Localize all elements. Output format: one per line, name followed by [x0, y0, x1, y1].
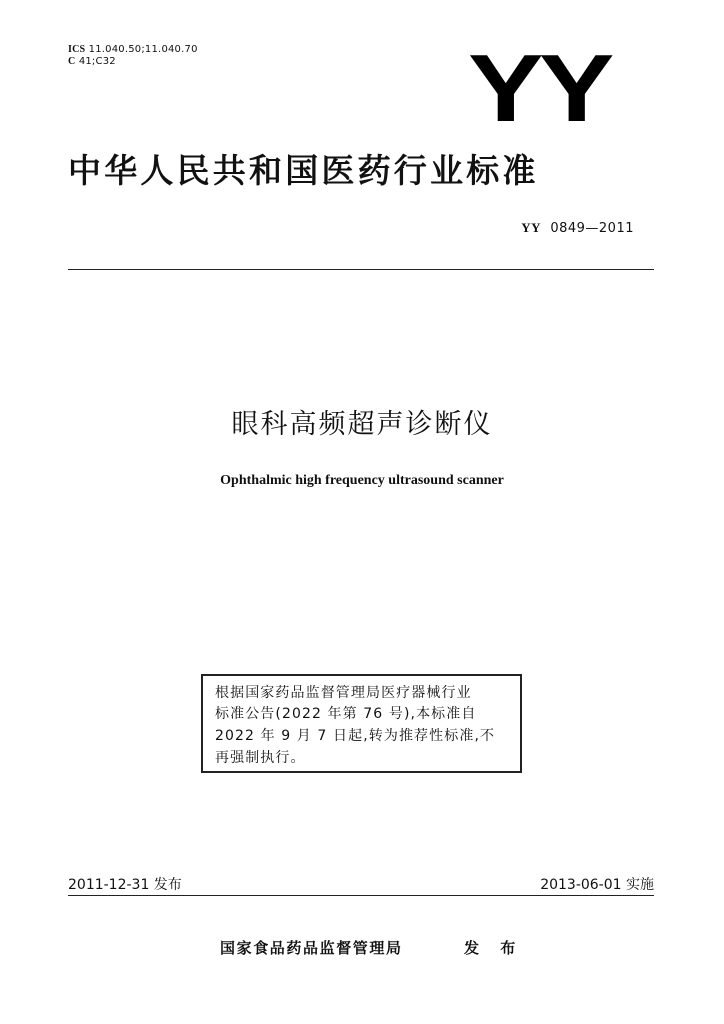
ics-classification: [68, 44, 198, 68]
release-date: 2011-12-31 发布: [68, 877, 182, 893]
notice-line: 根据国家药品监督管理局医疗器械行业: [215, 685, 472, 701]
header-divider: [68, 269, 654, 270]
ccs-line: [68, 56, 198, 68]
yy-logo: YY: [468, 35, 610, 142]
notice-line: 标准公告(2022 年第 76 号),本标准自: [215, 706, 477, 722]
standard-number: [521, 220, 634, 237]
ics-codes: 11.040.50;11.040.70: [88, 44, 198, 55]
notice-line: 再强制执行。: [215, 750, 306, 766]
org-title: 中华人民共和国医药行业标准: [68, 151, 539, 190]
footer-divider: [68, 895, 654, 896]
notice-line: 2022 年 9 月 7 日起,转为推荐性标准,不: [215, 728, 496, 744]
standard-code: 0849—2011: [550, 221, 634, 236]
standard-prefix: YY: [521, 220, 542, 235]
english-title: Ophthalmic high frequency ultrasound scanner: [220, 473, 504, 488]
ccs-codes: 41;C32: [78, 56, 116, 67]
ccs-label: C: [68, 56, 76, 67]
chinese-title: 眼科高频超声诊断仪: [231, 409, 493, 440]
notice-box: [201, 674, 522, 773]
issuing-authority: 国家食品药品监督管理局: [220, 939, 403, 957]
ics-line: [68, 44, 198, 56]
implementation-date: 2013-06-01 实施: [540, 877, 654, 893]
ics-label: ICS: [68, 44, 86, 55]
issue-verb: 发 布: [464, 939, 524, 957]
